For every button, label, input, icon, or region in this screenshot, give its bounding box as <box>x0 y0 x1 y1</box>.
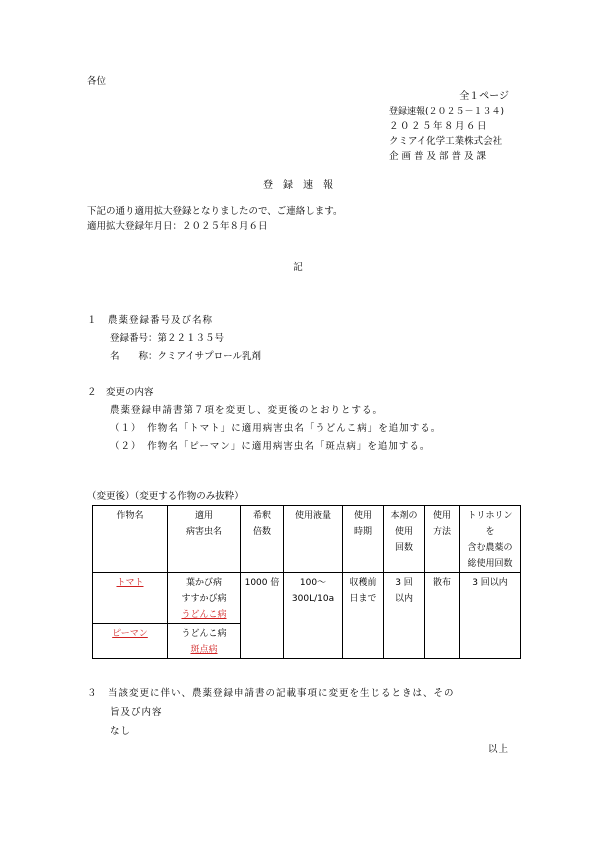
header-volume: 使用液量 <box>284 506 343 573</box>
header-crop: 作物名 <box>93 506 168 573</box>
page-info: 全１ページ <box>459 91 509 102</box>
change-table <box>92 505 521 659</box>
header-total: トリホリン を 含む農薬の 総使用回数 <box>460 506 521 573</box>
header-dilution: 希釈 倍数 <box>241 506 284 573</box>
cell-method: 散布 <box>425 573 460 659</box>
cell-crop-tomato: トマト <box>93 573 168 624</box>
section-2-line-2: （１） 作物名「トマト」に適用病害虫名「うどんこ病」を追加する。 <box>110 423 442 434</box>
section-2-line-3: （２） 作物名「ピーマン」に適用病害虫名「斑点病」を追加する。 <box>110 441 431 452</box>
intro-line-1: 下記の通り適用拡大登録となりましたので、ご連絡します。 <box>87 206 343 217</box>
department-name: 企画普及部普及課 <box>389 151 490 162</box>
cell-pest-tomato: 葉かび病 すすかび病 うどんこ病 <box>168 573 241 624</box>
section-3-line-2: 旨及び内容 <box>110 707 163 718</box>
table-header-row <box>93 506 521 573</box>
header-pest: 適用 病害虫名 <box>168 506 241 573</box>
registration-date-line: 適用拡大登録年月日：２０２５年８月６日 <box>87 221 268 232</box>
header-method: 使用 方法 <box>425 506 460 573</box>
company-name: クミアイ化学工業株式会社 <box>389 136 503 147</box>
cell-pest-pepper: うどんこ病 斑点病 <box>168 624 241 659</box>
section-2-line-1: 農薬登録申請書第７項を変更し、変更後のとおりとする。 <box>110 405 384 416</box>
section-3-line-3: なし <box>110 726 132 737</box>
section-3-line-1: ３ 当該変更に伴い、農薬登録申請書の記載事項に変更を生じるときは、その <box>87 688 455 699</box>
table-row-tomato <box>93 573 521 624</box>
cell-crop-pepper: ピーマン <box>93 624 168 659</box>
recipient: 各位 <box>87 76 107 87</box>
header-timing: 使用 時期 <box>343 506 384 573</box>
issue-date: ２０２５年８月６日 <box>389 121 489 132</box>
cell-timing: 収穫前 日まで <box>343 573 384 659</box>
cell-times: 3 回 以内 <box>384 573 425 659</box>
table-caption: （変更後）（変更する作物のみ抜粋） <box>87 491 244 502</box>
cell-total: 3 回以内 <box>460 573 521 659</box>
document-title: 登 録 速 報 <box>263 180 333 191</box>
cell-volume: 100～ 300L/10a <box>284 573 343 659</box>
section-2-heading: ２ 変更の内容 <box>87 387 154 398</box>
product-name: 名 称：クミアイサプロール乳剤 <box>110 351 261 362</box>
section-1-heading: １ 農薬登録番号及び名称 <box>87 315 214 326</box>
closing-mark: 以上 <box>487 744 509 755</box>
bulletin-number: 登録速報(２０２５－１３４) <box>389 107 505 117</box>
cell-dilution: 1000 倍 <box>241 573 284 659</box>
ki-mark: 記 <box>293 262 303 273</box>
registration-number: 登録番号：第２２１３５号 <box>110 333 225 344</box>
header-times: 本剤の 使用 回数 <box>384 506 425 573</box>
